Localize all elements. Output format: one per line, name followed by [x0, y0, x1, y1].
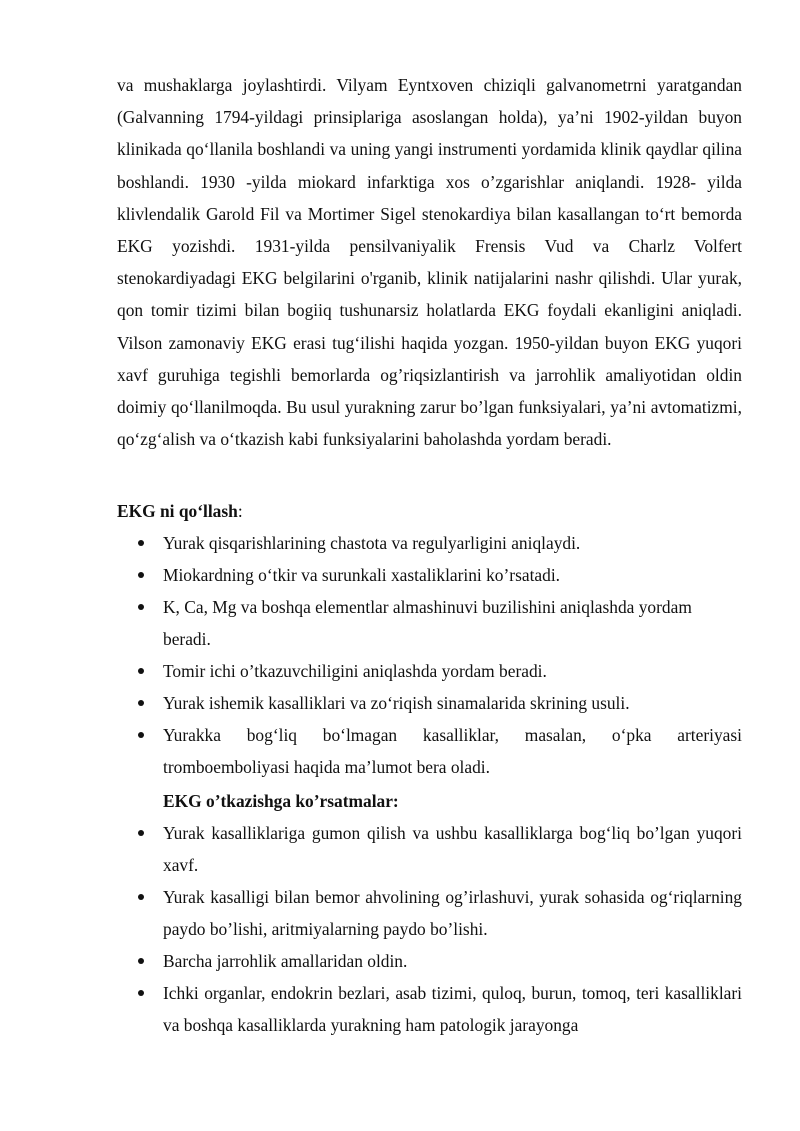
bullet-icon: [138, 894, 144, 900]
bullet-icon: [138, 540, 144, 546]
list-item-text: Yurak kasalliklariga gumon qilish va ushbu kasalliklarga bog‘liq bo’lgan yuqori xavf.: [163, 823, 742, 875]
bullet-icon: [138, 830, 144, 836]
bullet-icon: [138, 990, 144, 996]
list-item-text: Yurak qisqarishlarining chastota va regulyarligini aniqlaydi.: [163, 533, 581, 553]
list-item-text: Ichki organlar, endokrin bezlari, asab tizimi, quloq, burun, tomoq, teri kasalliklari va boshqa kasalliklarda yurakning ham patologik jarayonga: [163, 983, 742, 1035]
list-item-text: K, Ca, Mg va boshqa elementlar almashinuvi buzilishini aniqlashda yordam beradi.: [163, 597, 692, 649]
list-item-text: Tomir ichi o’tkazuvchiligini aniqlashda yordam beradi.: [163, 661, 547, 681]
bullet-icon: [138, 958, 144, 964]
bullet-icon: [138, 604, 144, 610]
usage-heading-colon: :: [237, 501, 243, 521]
usage-heading: [117, 495, 243, 527]
bullet-icon: [138, 668, 144, 674]
bullet-icon: [138, 572, 144, 578]
indications-heading: EKG o’tkazishga ko’rsatmalar:: [163, 791, 399, 811]
list-item-text: Yurak kasalligi bilan bemor ahvolining og’irlashuvi, yurak sohasida og‘riqlarning paydo bo’lishi, aritmiyalarning paydo bo’lishi.: [163, 887, 742, 939]
bullet-icon: [138, 700, 144, 706]
usage-heading-title: EKG ni qo‘llash: [117, 501, 238, 521]
bullet-icon: [138, 732, 144, 738]
list-item-text: Yurak ishemik kasalliklari va zo‘riqish sinamalarida skrining usuli.: [163, 693, 630, 713]
list-item-text: Yurakka bog‘liq bo‘lmagan kasalliklar, masalan, o‘pka arteriyasi tromboemboliyasi haqida ma’lumot bera oladi.: [163, 725, 742, 777]
list-item-text: Barcha jarrohlik amallaridan oldin.: [163, 951, 408, 971]
list-item-text: Miokardning o‘tkir va surunkali xastaliklarini ko’rsatadi.: [163, 565, 560, 585]
intro-paragraph: va mushaklarga joylashtirdi. Vilyam Eyntxoven chiziqli galvanometrni yaratgandan (Galvanning 1794-yildagi prinsiplariga asoslangan holda), ya’ni 1902-yildan buyon klinikada qo‘llanila boshlandi va uning yangi instrumenti yordamida klinik qaydlar qilina boshlandi. 1930 -yilda miokard infarktiga xos o’zgarishlar aniqlandi. 1928- yilda klivlendalik Garold Fil va Mortimer Sigel stenokardiya bilan kasallangan to‘rt bemorda EKG yozishdi. 1931-yilda pensilvaniyalik Frensis Vud va Charlz Volfert stenokardiyadagi EKG belgilarini o'rganib, klinik natijalarini nashr qilishdi. Ular yurak, qon tomir tizimi bilan bogiiq tushunarsiz holatlarda EKG foydali ekanligini aniqladi. Vilson zamonaviy EKG erasi tug‘ilishi haqida yozgan. 1950-yildan buyon EKG yuqori xavf guruhiga tegishli bemorlarda og’riqsizlantirish va jarrohlik amaliyotidan oldin doimiy qo‘llanilmoqda. Bu usul yurakning zarur bo’lgan funksiyalari, ya’ni avtomatizmi, qo‘zg‘alish va o‘tkazish kabi funksiyalarini baholashda yordam beradi.: [117, 75, 742, 450]
